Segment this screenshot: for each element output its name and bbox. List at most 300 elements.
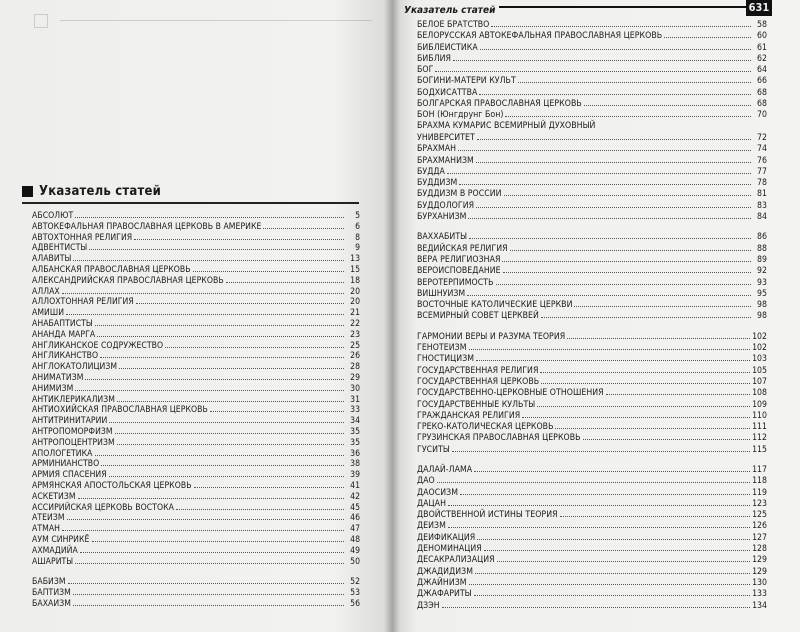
- index-entry[interactable]: [32, 350, 360, 361]
- index-entry[interactable]: [417, 342, 767, 353]
- dot-leader: [496, 277, 752, 285]
- dot-leader: [475, 566, 750, 574]
- dot-leader: [480, 42, 751, 50]
- dot-leader: [522, 410, 750, 418]
- entry-page-number: 15: [350, 264, 360, 275]
- dot-leader: [115, 426, 344, 434]
- entry-page-number: 111: [752, 422, 767, 433]
- entry-page-number: 110: [752, 410, 767, 421]
- index-entry[interactable]: [417, 376, 767, 387]
- index-entry[interactable]: [417, 399, 767, 410]
- index-entry[interactable]: [417, 64, 767, 75]
- index-entry[interactable]: [417, 75, 767, 86]
- entry-title: ДЗЭН: [417, 600, 440, 611]
- index-entry[interactable]: [32, 458, 360, 469]
- entry-page-number: 23: [350, 329, 360, 340]
- index-entry[interactable]: [417, 588, 767, 599]
- entry-page-number: 125: [752, 510, 767, 521]
- entry-page-number: 81: [757, 189, 767, 200]
- index-entry[interactable]: [32, 469, 360, 480]
- dot-leader: [165, 340, 344, 348]
- dot-leader: [474, 588, 750, 596]
- index-entry[interactable]: [417, 566, 767, 577]
- entry-title: ДЕИЗМ: [417, 521, 446, 532]
- dot-leader: [476, 200, 751, 208]
- dot-leader: [62, 523, 344, 531]
- entry-page-number: 103: [752, 354, 767, 365]
- index-entry[interactable]: [32, 534, 360, 545]
- entry-page-number: 22: [350, 318, 360, 329]
- index-entry[interactable]: [417, 177, 767, 188]
- entry-page-number: 30: [350, 383, 360, 394]
- entry-title: ГОСУДАРСТВЕННО-ЦЕРКОВНЫЕ ОТНОШЕНИЯ: [417, 388, 604, 399]
- entry-page-number: 52: [350, 577, 360, 588]
- dot-leader: [101, 458, 344, 466]
- dot-leader: [477, 532, 750, 540]
- index-entry[interactable]: [417, 166, 767, 177]
- letter-group-gap: [417, 222, 767, 231]
- index-entry[interactable]: [417, 265, 767, 276]
- dot-leader: [442, 600, 750, 608]
- entry-title: ГОСУДАРСТВЕННАЯ ЦЕРКОВЬ: [417, 376, 540, 387]
- entry-title: АТМАН: [32, 524, 61, 535]
- index-entry[interactable]: [417, 543, 767, 554]
- index-entry[interactable]: [32, 275, 360, 286]
- dot-leader: [567, 331, 750, 339]
- index-entry[interactable]: [417, 310, 767, 321]
- entry-page-number: 98: [757, 311, 767, 322]
- entry-page-number: 9: [355, 243, 360, 254]
- index-entry[interactable]: [32, 415, 360, 426]
- entry-title: БЕЛОЕ БРАТСТВО: [417, 20, 490, 30]
- entry-title: АТЕИЗМ: [32, 513, 65, 524]
- index-entry[interactable]: [32, 394, 360, 405]
- index-entry[interactable]: [32, 221, 360, 232]
- entry-title: АЛЕКСАНДРИЙСКАЯ ПРАВОСЛАВНАЯ ЦЕРКОВЬ: [32, 275, 224, 286]
- entry-title: ВЕДИЙСКАЯ РЕЛИГИЯ: [417, 243, 508, 254]
- dot-leader: [117, 394, 344, 402]
- entry-title: АМИШИ: [32, 308, 65, 319]
- entry-page-number: 28: [350, 362, 360, 373]
- entry-title: АРМЯНСКАЯ АПОСТОЛЬСКАЯ ЦЕРКОВЬ: [32, 480, 192, 491]
- entry-title: ВИШНУИЗМ: [417, 288, 466, 299]
- running-head-title: Указатель статей: [404, 4, 496, 16]
- index-entry[interactable]: [417, 475, 767, 486]
- entry-title: БИБЛИЯ: [417, 53, 452, 64]
- dot-leader: [484, 543, 750, 551]
- entry-title: АУМ СИНРИКЁ: [32, 534, 90, 545]
- index-entry[interactable]: [32, 491, 360, 502]
- entry-page-number: 25: [350, 340, 360, 351]
- letter-group-gap: [417, 322, 767, 331]
- index-entry[interactable]: [32, 286, 360, 297]
- entry-title: АШАРИТЫ: [32, 556, 74, 567]
- index-entry[interactable]: [417, 231, 767, 242]
- dot-leader: [574, 299, 751, 307]
- dot-leader: [95, 318, 344, 326]
- entry-title: ДАОСИЗМ: [417, 487, 459, 498]
- entry-page-number: 129: [752, 555, 767, 566]
- dot-leader: [226, 275, 344, 283]
- entry-title: ДЕНОМИНАЦИЯ: [417, 544, 482, 555]
- index-entry[interactable]: [32, 210, 360, 221]
- entry-title: ДЖАЙНИЗМ: [417, 577, 467, 588]
- entry-title: ГОСУДАРСТВЕННЫЕ КУЛЬТЫ: [417, 399, 536, 410]
- right-index-list: [417, 19, 767, 611]
- entry-title: АЛЛОХТОННАЯ РЕЛИГИЯ: [32, 297, 134, 308]
- dot-leader: [503, 265, 751, 273]
- index-entry[interactable]: [417, 288, 767, 299]
- dot-leader: [664, 30, 751, 38]
- entry-title: БУДДИЗМ В РОССИИ: [417, 189, 502, 200]
- index-entry[interactable]: [417, 410, 767, 421]
- index-entry[interactable]: [32, 556, 360, 567]
- dot-leader: [459, 177, 751, 185]
- entry-page-number: 107: [752, 376, 767, 387]
- index-entry[interactable]: [417, 365, 767, 376]
- entry-page-number: 35: [350, 426, 360, 437]
- dot-leader: [89, 242, 344, 250]
- book-gutter: [384, 0, 400, 632]
- entry-page-number: 112: [752, 433, 767, 444]
- index-entry[interactable]: [417, 421, 767, 432]
- entry-page-number: 108: [752, 388, 767, 399]
- entry-title: ВАХХАБИТЫ: [417, 232, 468, 243]
- entry-title: АПОЛОГЕТИКА: [32, 448, 93, 459]
- entry-page-number: 5: [355, 211, 360, 221]
- dot-leader: [497, 554, 750, 562]
- entry-page-number: 117: [752, 464, 767, 475]
- entry-title: АССИРИЙСКАЯ ЦЕРКОВЬ ВОСТОКА: [32, 502, 175, 513]
- running-head: [404, 2, 772, 18]
- entry-title: АРМИЯ СПАСЕНИЯ: [32, 470, 107, 481]
- index-entry[interactable]: [417, 464, 767, 475]
- index-entry[interactable]: [32, 264, 360, 275]
- entry-title: ГЕНОТЕИЗМ: [417, 343, 467, 354]
- dot-leader: [476, 155, 751, 163]
- entry-title: ВСЕМИРНЫЙ СОВЕТ ЦЕРКВЕЙ: [417, 311, 539, 322]
- entry-page-number: 50: [350, 556, 360, 567]
- entry-title: АНГЛОКАТОЛИЦИЗМ: [32, 362, 118, 373]
- entry-page-number: 123: [752, 498, 767, 509]
- entry-page-number: 119: [752, 487, 767, 498]
- index-entry[interactable]: [32, 426, 360, 437]
- entry-page-number: 98: [757, 300, 767, 311]
- entry-page-number: 31: [350, 394, 360, 405]
- index-entry[interactable]: [417, 520, 767, 531]
- entry-page-number: 83: [757, 200, 767, 211]
- entry-page-number: 70: [757, 110, 767, 121]
- dot-leader: [109, 415, 344, 423]
- entry-page-number: 18: [350, 275, 360, 286]
- index-entry[interactable]: [417, 19, 767, 30]
- index-entry[interactable]: [32, 242, 360, 253]
- dot-leader: [474, 464, 750, 472]
- dot-leader: [460, 487, 750, 495]
- dot-leader: [537, 399, 750, 407]
- index-entry[interactable]: [417, 277, 767, 288]
- index-entry[interactable]: [32, 383, 360, 394]
- index-entry[interactable]: [417, 143, 767, 154]
- index-entry[interactable]: [417, 254, 767, 265]
- index-entry[interactable]: [417, 509, 767, 520]
- dot-leader: [194, 480, 344, 488]
- index-entry[interactable]: [32, 296, 360, 307]
- entry-title: ДЖАФАРИТЫ: [417, 589, 472, 600]
- entry-title: АНТРОПОМОРФИЗМ: [32, 426, 113, 437]
- index-entry[interactable]: [32, 512, 360, 523]
- entry-page-number: 34: [350, 416, 360, 427]
- index-entry[interactable]: [417, 121, 767, 132]
- index-entry[interactable]: [32, 523, 360, 534]
- index-entry[interactable]: [32, 404, 360, 415]
- index-entry[interactable]: [417, 243, 767, 254]
- entry-page-number: 20: [350, 286, 360, 297]
- dot-leader: [193, 264, 344, 272]
- dot-leader: [606, 387, 750, 395]
- dot-leader: [469, 231, 751, 239]
- dot-leader: [176, 502, 344, 510]
- index-entry[interactable]: [417, 211, 767, 222]
- dot-leader: [518, 75, 751, 83]
- index-entry[interactable]: [417, 498, 767, 509]
- dot-leader: [73, 587, 344, 595]
- index-entry[interactable]: [32, 587, 360, 598]
- entry-title: ГРУЗИНСКАЯ ПРАВОСЛАВНАЯ ЦЕРКОВЬ: [417, 433, 581, 444]
- dot-leader: [136, 296, 344, 304]
- index-entry[interactable]: [32, 307, 360, 318]
- entry-title: БРАХМАН: [417, 144, 457, 155]
- entry-title: АРМИНИАНСТВО: [32, 459, 100, 470]
- entry-title: БИБЛЕИСТИКА: [417, 42, 478, 53]
- dot-leader: [117, 437, 344, 445]
- index-entry[interactable]: [417, 331, 767, 342]
- dot-leader: [109, 469, 344, 477]
- index-entry[interactable]: [32, 545, 360, 556]
- dot-leader: [75, 383, 344, 391]
- entry-title: АНГЛИКАНСКОЕ СОДРУЖЕСТВО: [32, 340, 164, 351]
- dot-leader: [597, 121, 751, 128]
- index-entry[interactable]: [32, 253, 360, 264]
- entry-page-number: 58: [757, 20, 767, 30]
- black-square-icon: [22, 186, 33, 197]
- entry-page-number: 118: [752, 476, 767, 487]
- entry-page-number: 109: [752, 399, 767, 410]
- entry-page-number: 8: [355, 232, 360, 243]
- entry-page-number: 74: [757, 144, 767, 155]
- entry-title: БОГ: [417, 65, 434, 76]
- entry-page-number: 6: [355, 221, 360, 232]
- index-entry[interactable]: [32, 437, 360, 448]
- dot-leader: [541, 310, 751, 318]
- index-entry[interactable]: [417, 487, 767, 498]
- index-entry[interactable]: [417, 554, 767, 565]
- dot-leader: [263, 221, 344, 229]
- index-entry[interactable]: [417, 200, 767, 211]
- dot-leader: [452, 444, 750, 452]
- dot-leader: [469, 342, 751, 350]
- index-entry[interactable]: [417, 87, 767, 98]
- entry-title: БОЛГАРСКАЯ ПРАВОСЛАВНАЯ ЦЕРКОВЬ: [417, 99, 582, 110]
- entry-page-number: 26: [350, 351, 360, 362]
- index-entry[interactable]: [417, 353, 767, 364]
- entry-title: ГРАЖДАНСКАЯ РЕЛИГИЯ: [417, 410, 521, 421]
- entry-page-number: 49: [350, 545, 360, 556]
- entry-page-number: 47: [350, 524, 360, 535]
- entry-page-number: 42: [350, 491, 360, 502]
- index-entry[interactable]: [32, 502, 360, 513]
- dot-leader: [97, 329, 344, 337]
- entry-title: АСКЕТИЗМ: [32, 491, 76, 502]
- entry-page-number: 77: [757, 166, 767, 177]
- dot-leader: [555, 421, 750, 429]
- entry-title: АБСОЛЮТ: [32, 211, 74, 221]
- entry-page-number: 93: [757, 277, 767, 288]
- entry-page-number: 105: [752, 365, 767, 376]
- index-entry[interactable]: [417, 577, 767, 588]
- entry-page-number: 53: [350, 588, 360, 599]
- index-entry[interactable]: [32, 480, 360, 491]
- entry-page-number: 89: [757, 254, 767, 265]
- entry-title: БУДДОЛОГИЯ: [417, 200, 475, 211]
- index-entry[interactable]: [417, 98, 767, 109]
- entry-page-number: 45: [350, 502, 360, 513]
- entry-title: БУДДИЗМ: [417, 178, 458, 189]
- dot-leader: [448, 520, 750, 528]
- dot-leader: [560, 509, 751, 517]
- entry-page-number: 78: [757, 178, 767, 189]
- entry-title: АНИМИЗМ: [32, 383, 74, 394]
- entry-page-number: 20: [350, 297, 360, 308]
- index-entry[interactable]: [417, 532, 767, 543]
- dot-leader: [541, 376, 750, 384]
- entry-title: БОГИНИ-МАТЕРИ КУЛЬТ: [417, 76, 516, 87]
- entry-page-number: 115: [752, 444, 767, 455]
- dot-leader: [468, 211, 751, 219]
- index-entry[interactable]: [417, 42, 767, 53]
- entry-page-number: 68: [757, 99, 767, 110]
- entry-page-number: 35: [350, 437, 360, 448]
- index-entry[interactable]: [417, 109, 767, 120]
- left-index-list: [32, 210, 360, 609]
- dot-leader: [66, 307, 344, 315]
- dot-leader: [476, 353, 750, 361]
- section-title: [22, 184, 161, 199]
- index-entry[interactable]: [32, 361, 360, 372]
- entry-page-number: 36: [350, 448, 360, 459]
- entry-title: АНАБАПТИСТЫ: [32, 318, 93, 329]
- index-entry[interactable]: [417, 387, 767, 398]
- entry-title: БРАХМА КУМАРИС ВСЕМИРНЫЙ ДУХОВНЫЙ: [417, 120, 596, 131]
- dot-leader: [584, 98, 751, 106]
- entry-page-number: 128: [752, 544, 767, 555]
- index-entry[interactable]: [32, 372, 360, 383]
- index-entry[interactable]: [417, 132, 767, 143]
- bleed-through-header: [0, 8, 392, 32]
- index-entry[interactable]: [32, 232, 360, 243]
- index-entry[interactable]: [417, 299, 767, 310]
- entry-page-number: 130: [752, 577, 767, 588]
- entry-title: АНИМАТИЗМ: [32, 372, 84, 383]
- entry-title: ГРЕКО-КАТОЛИЧЕСКАЯ ЦЕРКОВЬ: [417, 422, 554, 433]
- entry-page-number: 127: [752, 532, 767, 543]
- entry-title: ДЖАДИДИЗМ: [417, 566, 473, 577]
- entry-page-number: 129: [752, 566, 767, 577]
- entry-title: БУДДА: [417, 166, 445, 177]
- index-entry[interactable]: [417, 155, 767, 166]
- index-entry[interactable]: [417, 432, 767, 443]
- index-entry[interactable]: [417, 53, 767, 64]
- entry-page-number: 33: [350, 405, 360, 416]
- dot-leader: [447, 166, 751, 174]
- entry-title: ДЕИФИКАЦИЯ: [417, 532, 476, 543]
- entry-title: ГАРМОНИИ ВЕРЫ И РАЗУМА ТЕОРИЯ: [417, 331, 566, 342]
- index-entry[interactable]: [417, 600, 767, 611]
- index-entry[interactable]: [417, 30, 767, 41]
- entry-title: АЛЛАХ: [32, 286, 60, 297]
- dot-leader: [68, 576, 344, 584]
- entry-page-number: 134: [752, 600, 767, 611]
- entry-page-number: 46: [350, 513, 360, 524]
- letter-group-gap: [32, 566, 360, 576]
- entry-page-number: 95: [757, 288, 767, 299]
- entry-page-number: 60: [757, 31, 767, 42]
- index-entry[interactable]: [32, 576, 360, 587]
- dot-leader: [85, 372, 344, 380]
- index-entry[interactable]: [32, 329, 360, 340]
- dot-leader: [73, 253, 344, 261]
- entry-title: АНТИКЛЕРИКАЛИЗМ: [32, 394, 115, 405]
- dot-leader: [448, 498, 750, 506]
- entry-title: БЕЛОРУССКАЯ АВТОКЕФАЛЬНАЯ ПРАВОСЛАВНАЯ ЦЕРКОВЬ: [417, 31, 663, 42]
- entry-title: БАПТИЗМ: [32, 588, 71, 599]
- index-entry[interactable]: [32, 598, 360, 609]
- entry-page-number: 62: [757, 53, 767, 64]
- index-entry[interactable]: [32, 448, 360, 459]
- entry-page-number: 86: [757, 232, 767, 243]
- entry-page-number: 29: [350, 372, 360, 383]
- entry-page-number: 84: [757, 212, 767, 223]
- index-entry[interactable]: [417, 188, 767, 199]
- index-entry[interactable]: [417, 444, 767, 455]
- dot-leader: [435, 64, 751, 72]
- entry-page-number: 88: [757, 243, 767, 254]
- dot-leader: [95, 448, 344, 456]
- entry-title: ГУСИТЫ: [417, 444, 450, 455]
- entry-title: ГОСУДАРСТВЕННАЯ РЕЛИГИЯ: [417, 365, 539, 376]
- entry-title: АВТОКЕФАЛЬНАЯ ПРАВОСЛАВНАЯ ЦЕРКОВЬ В АМЕРИКЕ: [32, 221, 262, 232]
- dot-leader: [505, 109, 751, 117]
- entry-title: ВЕРОИСПОВЕДАНИЕ: [417, 266, 501, 277]
- entry-title: УНИВЕРСИТЕТ: [417, 132, 475, 143]
- dot-leader: [469, 577, 750, 585]
- entry-page-number: 61: [757, 42, 767, 53]
- title-rule: [22, 202, 359, 204]
- dot-leader: [75, 556, 344, 564]
- entry-page-number: 41: [350, 480, 360, 491]
- index-entry[interactable]: [32, 318, 360, 329]
- dot-leader: [75, 210, 344, 218]
- entry-title: ГНОСТИЦИЗМ: [417, 354, 475, 365]
- entry-title: БОДХИСАТТВА: [417, 87, 478, 98]
- index-entry[interactable]: [32, 340, 360, 351]
- entry-title: ДАО: [417, 476, 435, 487]
- entry-title: ДАЛАЙ-ЛАМА: [417, 464, 473, 475]
- entry-page-number: 21: [350, 308, 360, 319]
- entry-title: АВТОХТОННАЯ РЕЛИГИЯ: [32, 232, 133, 243]
- entry-title: АЛАВИТЫ: [32, 254, 72, 265]
- dot-leader: [62, 286, 344, 294]
